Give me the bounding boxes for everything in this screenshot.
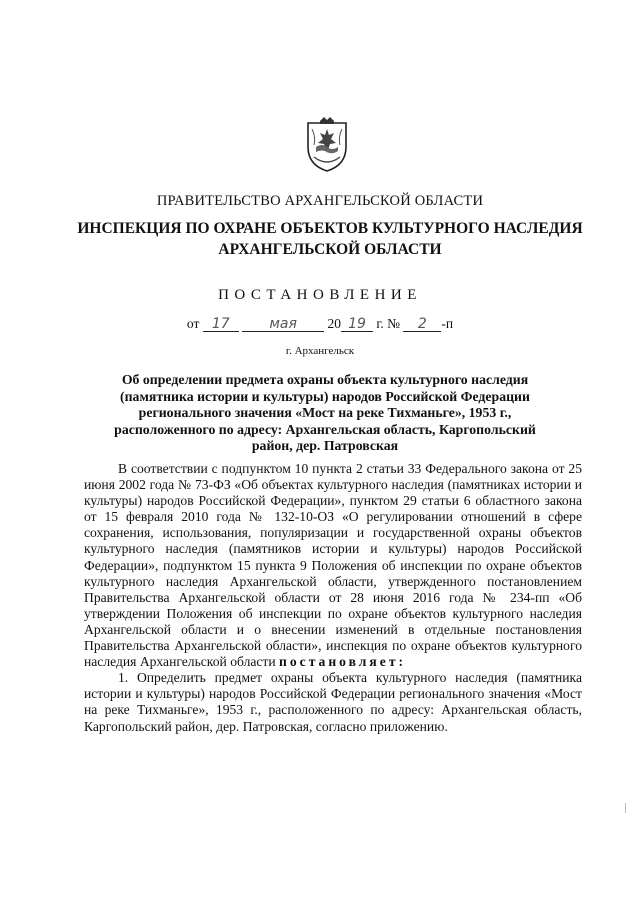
year-prefix: 20 xyxy=(327,316,341,331)
coat-of-arms-icon xyxy=(300,117,354,173)
decree-date-line xyxy=(0,316,640,332)
handwritten-year: 19 xyxy=(341,317,373,332)
city-label: г. Архангельск xyxy=(285,345,355,357)
inspection-name xyxy=(60,218,600,260)
item-1-paragraph: 1. Определить предмет охраны объекта культурного наследия (памятника истории и культуры) народов Российской Федерации регионального значения «Мост на реке Тихманьге», 1953 г., расположенного по адресу: Архангельская область, Каргопольский район, дер. Патровская, согласно приложению. xyxy=(84,670,582,734)
government-name: ПРАВИТЕЛЬСТВО АРХАНГЕЛЬСКОЙ ОБЛАСТИ xyxy=(156,193,484,209)
preamble-text: В соответствии с подпунктом 10 пункта 2 статьи 33 Федерального закона от 25 июня 2002 года № 73-ФЗ «Об объектах культурного наследия (памятниках истории и культуры) народов Российской Федерации», пунктом 29 статьи 6 областного закона от 15 февраля 2010 года № 132-10-ОЗ «О регулировании отношений в сфере сохранения, использования, популяризации и государственной охраны объектов культурного наследия (памятников истории и культуры) народов Российской Федерации», подпунктом 15 пункта 9 Положения об инспекции по охране объектов культурного наследия Архангельской области, утвержденного постановлением Правительства Архангельской области от 28 июня 2016 года № 234-пп «Об утверждении Положения об инспекции по охране объектов культурного наследия Архангельской области и о внесении изменений в отдельные постановления Правительства Архангельской области», инспекция по охране объектов культурного наследия Архангельской области xyxy=(84,461,582,670)
year-number-label: г. № xyxy=(376,316,401,331)
number-suffix: -п xyxy=(441,316,454,331)
preamble-paragraph xyxy=(84,461,582,670)
handwritten-day: 17 xyxy=(203,317,239,332)
decree-title: ПОСТАНОВЛЕНИЕ xyxy=(218,287,422,303)
decree-body xyxy=(84,461,582,735)
from-label: от xyxy=(186,316,200,331)
scan-mark xyxy=(625,803,626,813)
decree-subject: Об определении предмета охраны объекта культурного наследия (памятника истории и культуры) народов Российской Федерации регионального значения «Мост на реке Тихманьге», 1953 г., расположенного по адресу: Архангельская область, Каргопольский район, дер. Патровская xyxy=(114,372,536,453)
inspection-name-line1: ИНСПЕКЦИЯ ПО ОХРАНЕ ОБЪЕКТОВ КУЛЬТУРНОГО НАСЛЕДИЯ xyxy=(77,220,583,237)
inspection-name-line2: АРХАНГЕЛЬСКОЙ ОБЛАСТИ xyxy=(218,241,442,258)
handwritten-number: 2 xyxy=(403,317,441,332)
handwritten-month: мая xyxy=(242,317,324,332)
resolves-word: постановляет: xyxy=(279,654,407,670)
